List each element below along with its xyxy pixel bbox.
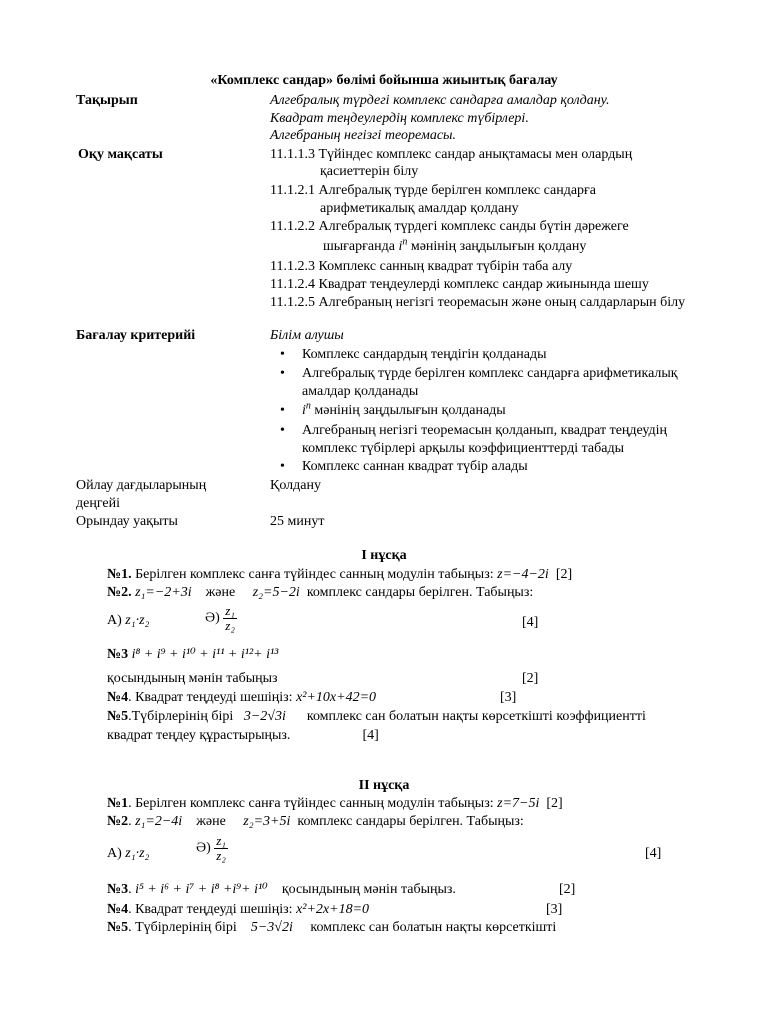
question-number: №3: [107, 882, 129, 897]
question-number: №2: [107, 814, 129, 829]
question-text: . Берілген комплекс санға түйіндес санның модулін табыңыз:: [128, 796, 498, 811]
objective-line: 11.1.2.4 Квадрат теңдеулерді комплекс сандар жиынында шешу: [270, 277, 649, 292]
fraction-denominator: z₂: [216, 848, 226, 863]
topic-line: Алгебралық түрдегі комплекс сандарға амалдар қолдану.: [270, 93, 610, 108]
criteria-intro: Білім алушы: [270, 328, 344, 343]
criteria-item: Алгебралық түрде берілген комплекс сандарға арифметикалық: [302, 366, 678, 381]
formula: 3−2√3i: [243, 709, 286, 724]
part-label: А): [107, 846, 122, 861]
thinking-value: Қолдану: [270, 478, 321, 493]
formula: z=−4−2i: [497, 567, 549, 582]
criteria-item: Алгебраның негізгі теоремасын қолданып, квадрат теңдеудің: [302, 423, 668, 438]
objective-line: 11.1.2.3 Комплекс санның квадрат түбірін таба алу: [270, 259, 573, 274]
formula: x²+2x+18=0: [296, 902, 370, 917]
objective-line: 11.1.2.5 Алгебраның негізгі теоремасын және оның салдарларын білу: [270, 295, 686, 310]
question-5-text: [107, 727, 379, 745]
question-5: [107, 708, 646, 726]
criteria-item: комплекс түбірлері арқылы коэффициенттерді табады: [302, 441, 624, 456]
question-text: комплекс сан болатын нақты көрсеткішті: [310, 920, 557, 935]
formula: z₂=3+5i: [243, 814, 291, 829]
question-number: №5: [107, 920, 129, 935]
formula: z₁·z₂: [125, 846, 150, 861]
formula: x²+10x+42=0: [296, 690, 377, 705]
question-1: [107, 795, 563, 813]
page-title: «Комплекс сандар» бөлімі бойынша жиынтық бағалау: [210, 73, 558, 88]
formula: z=7−5i: [497, 796, 540, 811]
question-text: комплекс сандары берілген. Табыңыз:: [306, 585, 534, 600]
formula: z₁=2−4i: [135, 814, 183, 829]
question-number: №4: [107, 902, 129, 917]
time-value: 25 минут: [270, 514, 325, 529]
part-label: Ә): [196, 840, 211, 856]
question-2-fraction: [196, 834, 228, 863]
question-text: . Түбірлерінің бірі: [128, 920, 237, 935]
score: [4]: [645, 846, 662, 861]
fraction-denominator: z₂: [225, 618, 235, 633]
question-number: №5: [107, 709, 129, 724]
criteria-item: Комплекс саннан квадрат түбір алады: [302, 459, 528, 474]
score: [2]: [522, 671, 539, 686]
question-5: [107, 919, 556, 937]
variant-heading: ІІ нұсқа: [358, 778, 410, 793]
thinking-label: Ойлау дағдыларының: [76, 478, 207, 493]
question-text: және: [196, 814, 226, 829]
fraction-numerator: z₁: [225, 603, 235, 618]
question-number: №2.: [107, 585, 132, 600]
question-text: .Түбірлерінің бірі: [128, 709, 234, 724]
criteria-item: Комплекс сандардың теңдігін қолданады: [302, 347, 547, 362]
topic-label: Тақырып: [76, 93, 138, 108]
question-number: №1.: [107, 567, 132, 582]
question-text: комплекс сан болатын нақты көрсеткішті коэффициентті: [306, 709, 646, 724]
question-text: комплекс сандары берілген. Табыңыз:: [297, 814, 524, 829]
formula: 5−3√2i: [250, 920, 293, 935]
formula: z₂=5−2i: [252, 585, 300, 600]
objective-line: арифметикалық амалдар қолдану: [320, 201, 519, 216]
question-text: . Квадрат теңдеуді шешіңіз:: [128, 902, 297, 917]
criteria-label: Бағалау критерийі: [76, 328, 196, 343]
question-number: №1: [107, 796, 129, 811]
fraction-numerator: z₁: [216, 833, 226, 848]
objective-line-part: шығарғанда: [323, 239, 395, 254]
question-text: қосындының мәнін табыңыз.: [281, 882, 456, 897]
score: [3]: [500, 690, 517, 705]
criteria-item: $i^n$ мәнінің заңдылығын қолданады: [302, 400, 506, 418]
thinking-label: деңгейі: [76, 496, 120, 511]
topic-line: Алгебраның негізгі теоремасы.: [270, 128, 457, 143]
objective-line-part: мәнінің заңдылығын қолдану: [410, 239, 587, 254]
question-2: №2. z₁=2−4i және z₂=3+5i комплекс сандары берілген. Табыңыз:: [107, 814, 524, 829]
objective-line: қасиеттерін білу: [320, 164, 419, 179]
question-number: №4: [107, 690, 129, 705]
question-2-fraction: [205, 604, 237, 633]
time-label: Орындау уақыты: [76, 514, 178, 529]
variant-heading: І нұсқа: [361, 548, 407, 563]
question-number: №3: [107, 647, 129, 662]
formula: z₁=−2+3i: [135, 585, 192, 600]
objective-line: 11.1.2.1 Алгебралық түрде берілген комплекс сандарға: [270, 183, 596, 198]
question-text: және: [205, 585, 236, 600]
criteria-item: амалдар қолданады: [302, 384, 419, 399]
question-3: [107, 646, 278, 664]
score: [2]: [546, 796, 563, 811]
question-3: №3. i⁵ + i⁶ + i⁷ + i⁸ +i⁹+ i¹⁰ қосындының мәнін табыңыз.: [107, 882, 456, 897]
objective-line: 11.1.1.3 Түйіндес комплекс сандар анықтамасы мен олардың: [270, 147, 633, 162]
score: [4]: [522, 615, 539, 630]
question-text: . Квадрат теңдеуді шешіңіз:: [128, 690, 297, 705]
score: [3]: [546, 902, 563, 917]
question-2-parts: [107, 845, 149, 863]
question-4: [107, 689, 376, 707]
criteria-item-part: мәнінің заңдылығын қолданады: [314, 403, 506, 418]
question-2-parts: [107, 612, 149, 630]
question-4: [107, 901, 369, 919]
question-text: Берілген комплекс санға түйіндес санның модулін табыңыз:: [131, 567, 498, 582]
score: [2]: [559, 882, 576, 897]
score: [4]: [362, 728, 379, 743]
score: [2]: [555, 567, 573, 582]
formula: i⁵ + i⁶ + i⁷ + i⁸ +i⁹+ i¹⁰: [135, 882, 268, 897]
formula: z₁·z₂: [125, 613, 150, 628]
question-2: [107, 584, 533, 602]
objective-line: шығарғанда $i^n$ мәнінің заңдылығын қолдану: [323, 236, 587, 254]
part-label: А): [107, 613, 122, 628]
question-text: квадрат теңдеу құрастырыңыз.: [107, 728, 291, 743]
objectives-label: Оқу мақсаты: [78, 147, 163, 162]
question-3-text: қосындының мәнін табыңыз: [107, 671, 278, 686]
part-label: Ә): [205, 610, 220, 626]
objective-line: 11.1.2.2 Алгебралық түрдегі комплекс санды бүтін дәрежеге: [270, 219, 629, 234]
topic-line: Квадрат теңдеулердің комплекс түбірлері.: [270, 111, 529, 126]
formula: i⁸ + i⁹ + i¹⁰ + i¹¹ + i¹²+ i¹³: [131, 647, 279, 662]
question-1: [107, 566, 572, 584]
